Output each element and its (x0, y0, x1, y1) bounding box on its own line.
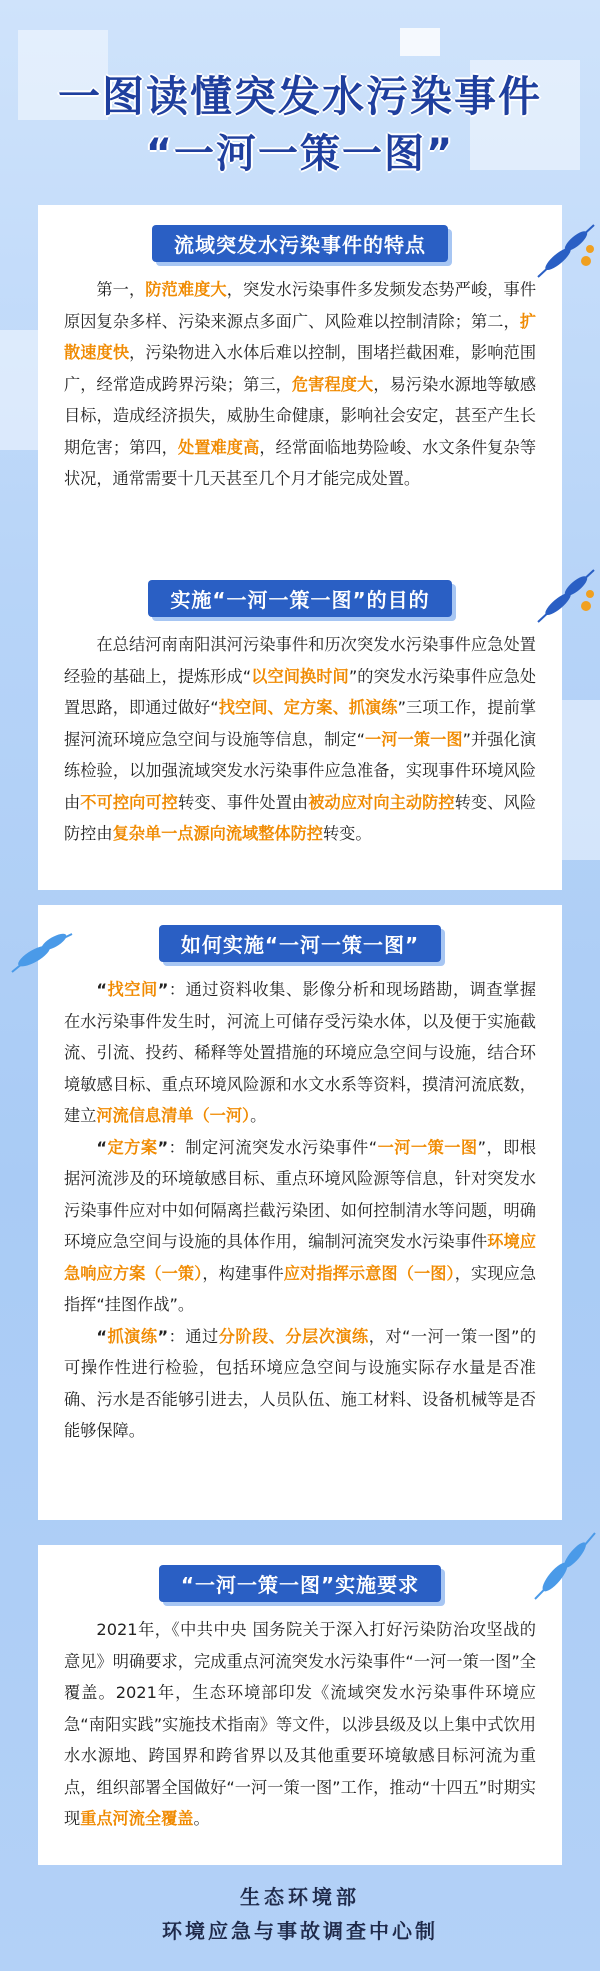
highlight: 重点河流全覆盖 (80, 1809, 194, 1828)
leaf-decoration-icon (528, 215, 600, 285)
highlight: 应对指挥示意图（一图） (283, 1263, 455, 1283)
highlight: 一河一策一图 (377, 1137, 478, 1157)
decorative-square (560, 700, 600, 860)
section-body (64, 629, 536, 850)
text: ，突发水污染事件多发频发态势严峻，事件原因复杂多样、污染来源点多面广、风险难以控制清除；第二， (64, 280, 537, 331)
text: ”，即根据河流涉及的环境敏感目标、重点环境风险源等信息，针对突发水污染事件应对中如何隔离拦截污染团、如何控制清水等问题，明确环境应急空间与设施的具体作用，编制河流突发水污染事件 (64, 1137, 537, 1251)
highlight: 找空间、定方案、抓演练 (218, 698, 398, 717)
text: 第一， (96, 280, 146, 299)
text: ”并强化演练检验，以加强流域突发水污染事件应急准备，实现事件环境风险由 (64, 729, 537, 812)
text: ，经常面临地势险峻、水文条件复杂等状况，通常需要十几天甚至几个月才能完成处置。 (64, 437, 537, 488)
text: ，污染物进入水体后难以控制，围堵拦截困难，影响范围广，经常造成跨界污染；第三， (64, 343, 537, 394)
text: “ (96, 1326, 108, 1346)
text: ，实现应急指挥“挂图作战”。 (64, 1263, 537, 1314)
text: ：通过 (168, 1326, 219, 1346)
decorative-square (400, 28, 440, 56)
text: ”的突发水污染事件应急处置思路，即通过做好“ (64, 666, 537, 717)
text: “ (96, 1137, 108, 1157)
text: ，构建事件 (202, 1263, 284, 1283)
text: ” (157, 1137, 169, 1157)
text: ：通过资料收集、影像分析和现场踏勘，调查掌握在水污染事件发生时，河流上可储存受污染水体，以及便于实施截流、引流、投药、稀释等处置措施的环境应急空间与设施，结合环境敏感目标、重点环境风险源和水文水系等资料，摸清河流底数，建立 (64, 980, 537, 1125)
highlight: 抓演练 (107, 1326, 158, 1346)
page-title: 一图读懂突发水污染事件 (57, 72, 542, 121)
highlight: 处置难度高 (177, 437, 260, 457)
text: ，对“一河一策一图”的可操作性进行检验，包括环境应急空间与设施实际存水量是否准确、污水是否能够引进去，人员队伍、施工材料、设备机械等是否能够保障。 (64, 1326, 537, 1440)
highlight: 防范难度大 (145, 280, 227, 299)
page-header (0, 70, 600, 180)
highlight: 一河一策一图 (364, 729, 463, 749)
highlight: 被动应对向主动防控 (308, 792, 455, 812)
decorative-square (0, 330, 40, 450)
text: 转变、事件处置由 (177, 792, 309, 812)
section-title: “一河一策一图”实施要求 (159, 1565, 441, 1602)
highlight: 复杂单一点源向流域整体防控 (112, 824, 323, 843)
text: ：制定河流突发水污染事件“ (168, 1137, 378, 1157)
highlight: 以空间换时间 (251, 666, 349, 686)
text: 转变、风险防控由 (64, 792, 537, 843)
page-footer (0, 1880, 600, 1948)
footer-organization: 生态环境部 (240, 1885, 360, 1909)
highlight: 河流信息清单（一河） (96, 1106, 251, 1125)
footer-producer: 环境应急与事故调查中心制 (162, 1919, 438, 1943)
text: “ (96, 980, 108, 999)
text: 。 (250, 1106, 267, 1125)
highlight: 环境应急响应方案（一策） (64, 1232, 537, 1283)
text: 。 (193, 1809, 210, 1828)
page-subtitle: “一河一策一图” (145, 131, 455, 177)
section-body (64, 1321, 536, 1447)
section-title: 实施“一河一策一图”的目的 (148, 580, 451, 617)
leaf-decoration-icon (8, 920, 78, 980)
leaf-decoration-icon (528, 560, 600, 630)
highlight: 不可控向可控 (80, 792, 178, 812)
section-body (64, 1132, 536, 1321)
text: ” (157, 980, 169, 999)
text: 2021年，《中共中央 国务院关于深入打好污染防治攻坚战的意见》明确要求，完成重点河流突发水污染事件“一河一策一图”全覆盖。2021年，生态环境部印发《流域突发水污染事件环境应急“南阳实践”实施技术指南》等文件，以涉县级及以上集中式饮用水水源地、跨国界和跨省界以及其他重要环境敏感目标河流为重点，组织部署全国做好“一河一策一图”工作，推动“十四五”时期实现 (64, 1620, 536, 1828)
highlight: 扩散速度快 (64, 311, 536, 362)
text: 转变。 (323, 824, 372, 843)
text: ，易污染水源地等敏感目标，造成经济损失，威胁生命健康，影响社会安定，甚至产生长期危害；第四， (64, 374, 537, 457)
section-body (64, 1614, 536, 1835)
section-implementation (38, 905, 562, 1520)
section-characteristics (38, 205, 562, 565)
text: ” (157, 1326, 169, 1346)
section-title: 流域突发水污染事件的特点 (152, 225, 448, 262)
leaf-decoration-icon (525, 1525, 600, 1605)
section-title: 如何实施“一河一策一图” (159, 925, 441, 962)
text: 在总结河南南阳淇河污染事件和历次突发水污染事件应急处置经验的基础上，提炼形成“ (64, 635, 536, 686)
section-purpose (38, 560, 562, 890)
highlight: 分阶段、分层次演练 (218, 1326, 369, 1346)
text: ”三项工作，提前掌握河流环境应急空间与设施等信息，制定“ (64, 698, 537, 749)
section-body (64, 974, 536, 1132)
highlight: 找空间 (107, 980, 158, 999)
section-body (64, 274, 536, 495)
highlight: 定方案 (107, 1137, 158, 1157)
highlight: 危害程度大 (291, 374, 374, 394)
section-requirements (38, 1545, 562, 1865)
